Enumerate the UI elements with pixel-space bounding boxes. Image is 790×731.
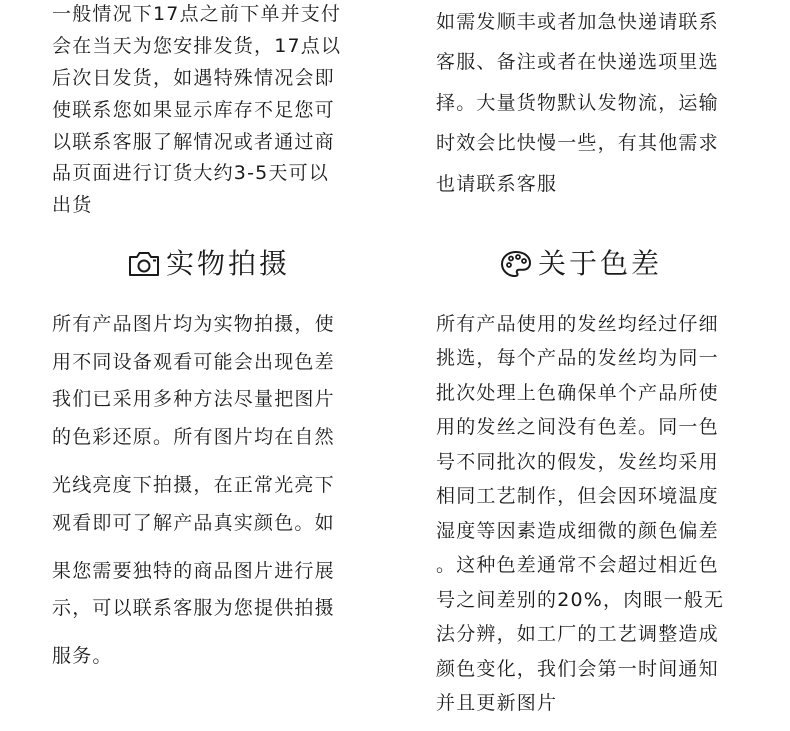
text-line: 光线亮度下拍摄，在正常光亮下 (52, 474, 335, 496)
palette-icon (500, 250, 532, 278)
color-section-heading (500, 246, 662, 282)
text-line: 并且更新图片 (436, 692, 558, 714)
text-line: 后次日发货，如遇特殊情况会即 (52, 67, 335, 89)
photo-section-heading (128, 246, 290, 282)
text-line: 的色彩还原。所有图片均在自然 (52, 426, 335, 448)
text-line: 挑选，每个产品的发丝均为同一 (436, 347, 719, 369)
text-line: 。这种色差通常不会超过相近色 (436, 554, 719, 576)
text-line: 一般情况下17点之前下单并支付 (52, 3, 342, 25)
text-line: 号之间差别的20%，肉眼一般无 (436, 589, 725, 611)
text-line: 时效会比快慢一些，有其他需求 (436, 132, 719, 154)
text-line: 示，可以联系客服为您提供拍摄 (52, 597, 335, 619)
text-line: 法分辨，如工厂的工艺调整造成 (436, 623, 719, 645)
text-line: 会在当天为您安排发货，17点以 (52, 35, 342, 57)
text-line: 相同工艺制作，但会因环境温度 (436, 485, 719, 507)
text-line: 批次处理上色确保单个产品所使 (436, 382, 719, 404)
text-line: 也请联系客服 (436, 173, 558, 195)
text-line: 所有产品图片均为实物拍摄，使 (52, 313, 335, 335)
section-title: 实物拍摄 (166, 247, 291, 280)
text-line: 品页面进行订货大约3-5天可以 (52, 162, 330, 184)
text-line: 用不同设备观看可能会出现色差 (52, 351, 335, 373)
text-line: 号不同批次的假发，发丝均采用 (436, 451, 719, 473)
text-line: 出货 (52, 194, 93, 216)
text-line: 以联系客服了解情况或者通过商 (52, 131, 335, 153)
camera-icon (128, 251, 160, 277)
text-line: 服务。 (52, 645, 113, 667)
text-line: 果您需要独特的商品图片进行展 (52, 560, 335, 582)
text-line: 我们已采用多种方法尽量把图片 (52, 388, 335, 410)
text-line: 湿度等因素造成细微的颜色偏差 (436, 520, 719, 542)
text-line: 颜色变化，我们会第一时间通知 (436, 658, 719, 680)
text-line: 择。大量货物默认发物流，运输 (436, 92, 719, 114)
text-line: 用的发丝之间没有色差。同一色 (436, 416, 719, 438)
text-line: 使联系您如果显示库存不足您可 (52, 99, 335, 121)
text-line: 客服、备注或者在快递选项里选 (436, 51, 719, 73)
text-line: 所有产品使用的发丝均经过仔细 (436, 313, 719, 335)
text-line: 观看即可了解产品真实颜色。如 (52, 512, 335, 534)
text-line: 如需发顺丰或者加急快递请联系 (436, 11, 719, 33)
section-title: 关于色差 (538, 247, 663, 280)
